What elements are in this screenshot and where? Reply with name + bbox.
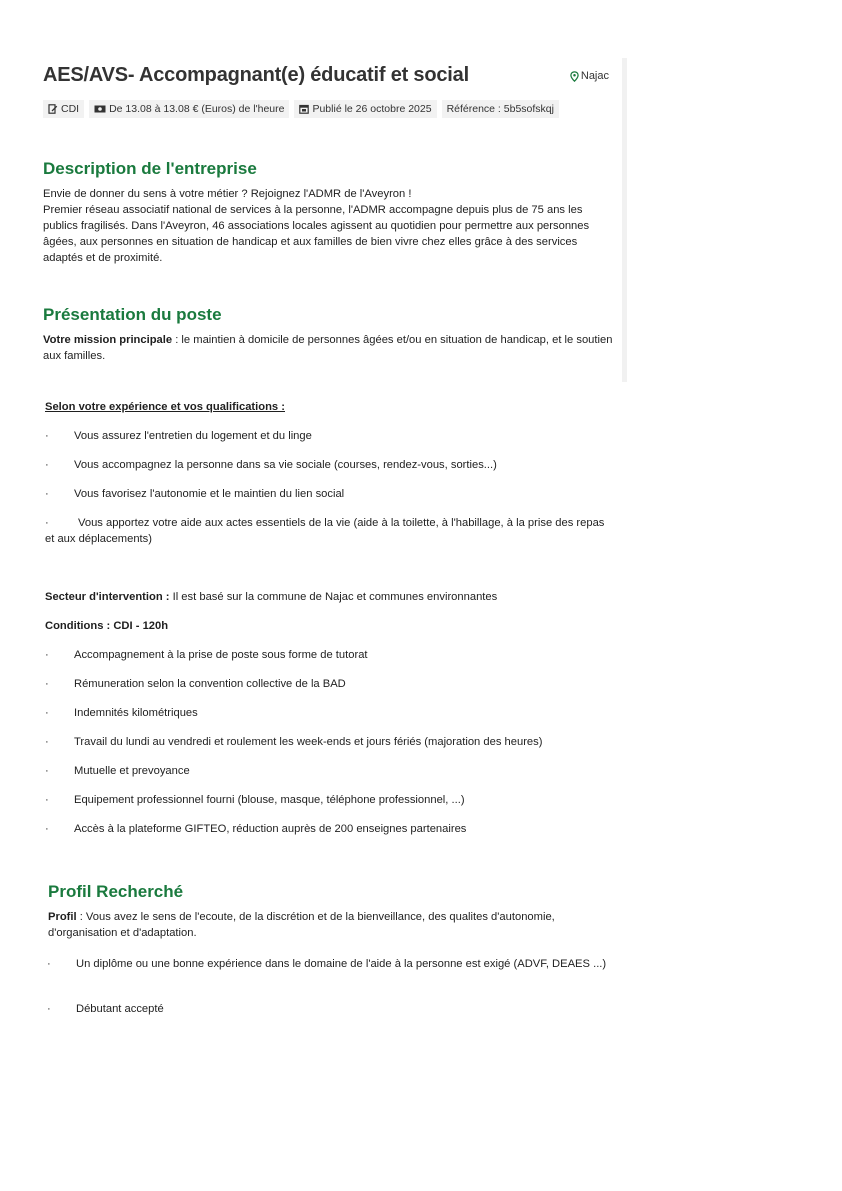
job-header [43, 62, 611, 88]
condition-text: Mutuelle et prevoyance [74, 765, 190, 777]
document-edit-icon [48, 104, 58, 114]
condition-text: Equipement professionnel fourni (blouse, masque, téléphone professionnel, ...) [74, 794, 465, 806]
bullet-dot: · [45, 794, 49, 806]
sector-text: Il est basé sur la commune de Najac et communes environnantes [169, 591, 498, 603]
mission-paragraph [43, 332, 613, 364]
job-title: AES/AVS- Accompagnant(e) éducatif et social [43, 64, 469, 86]
list-item [45, 457, 615, 473]
list-item [45, 515, 615, 547]
task-text: Vous favorisez l'autonomie et le maintien du lien social [74, 488, 345, 500]
bullet-dot: · [45, 678, 49, 690]
bullet-dot: · [45, 649, 49, 661]
bullet-dot: · [45, 488, 49, 500]
list-item [45, 734, 615, 750]
salary-tag [89, 100, 289, 118]
mission-text: : le maintien à domicile de personnes âgées et/ou en situation de handicap, et le soutien aux familles. [43, 334, 613, 362]
condition-text: Indemnités kilométriques [74, 707, 198, 719]
bullet-dot: · [45, 823, 49, 835]
condition-text: Travail du lundi au vendredi et roulement les week-ends et jours fériés (majoration des heures) [74, 736, 543, 748]
side-divider [622, 58, 627, 382]
sector-label: Secteur d'intervention : [45, 591, 170, 603]
profile-label: Profil [48, 911, 77, 923]
list-item [47, 956, 613, 972]
bullet-dot: · [45, 517, 49, 529]
qualifications-label: Selon votre expérience et vos qualifications : [45, 401, 285, 413]
list-item [45, 763, 615, 779]
company-intro: Envie de donner du sens à votre métier ? Rejoignez l'ADMR de l'Aveyron ! [43, 188, 412, 200]
published-tag [294, 100, 436, 118]
profile-paragraph [48, 909, 613, 941]
list-item [47, 1001, 613, 1017]
list-item [45, 821, 615, 837]
list-item [45, 705, 615, 721]
position-heading: Présentation du poste [43, 305, 222, 324]
location-label: Najac [580, 70, 609, 82]
banknote-icon [94, 104, 106, 114]
condition-text: Accès à la plateforme GIFTEO, réduction auprès de 200 enseignes partenaires [74, 823, 467, 835]
bullet-dot: · [45, 765, 49, 777]
reference-label: Référence : 5b5sofskqj [446, 103, 554, 115]
contract-tag [43, 100, 84, 118]
profile-item-text: Débutant accepté [76, 1003, 164, 1015]
mission-label: Votre mission principale [43, 334, 173, 346]
list-item [45, 792, 615, 808]
list-item [45, 676, 615, 692]
task-text: Vous apportez votre aide aux actes essentiels de la vie (aide à la toilette, à l'habillage, à la prise des repas et aux déplacements) [45, 517, 605, 545]
profile-heading: Profil Recherché [48, 882, 184, 901]
conditions-label: Conditions : CDI - 120h [45, 620, 169, 632]
map-pin-icon [570, 71, 579, 82]
job-location[interactable] [570, 70, 609, 82]
task-text: Vous assurez l'entretien du logement et du linge [74, 430, 312, 442]
profile-item-text: Un diplôme ou une bonne expérience dans le domaine de l'aide à la personne est exigé (ADVF, DEAES ...) [76, 958, 607, 970]
bullet-dot: · [45, 430, 49, 442]
calendar-icon [299, 104, 309, 114]
list-item [45, 647, 615, 663]
bullet-dot: · [47, 958, 51, 970]
condition-text: Accompagnement à la prise de poste sous forme de tutorat [74, 649, 368, 661]
job-meta-tags [43, 100, 559, 118]
condition-text: Rémuneration selon la convention collective de la BAD [74, 678, 346, 690]
bullet-dot: · [45, 736, 49, 748]
profile-text: : Vous avez le sens de l'ecoute, de la discrétion et de la bienveillance, des qualites d'autonomie, d'organisation et d'adaptation. [48, 911, 555, 939]
sector-paragraph [45, 589, 615, 605]
company-heading: Description de l'entreprise [43, 159, 257, 178]
task-text: Vous accompagnez la personne dans sa vie sociale (courses, rendez-vous, sorties...) [74, 459, 497, 471]
published-label: Publié le 26 octobre 2025 [312, 103, 432, 115]
contract-label: CDI [61, 103, 80, 115]
list-item [45, 428, 615, 444]
list-item [45, 486, 615, 502]
reference-tag [442, 100, 559, 118]
bullet-dot: · [45, 707, 49, 719]
salary-label: De 13.08 à 13.08 € (Euros) de l'heure [109, 103, 285, 115]
bullet-dot: · [47, 1003, 51, 1015]
bullet-dot: · [45, 459, 49, 471]
company-description: Premier réseau associatif national de services à la personne, l'ADMR accompagne depuis plus de 75 ans les publics fragilisés. Dans l'Aveyron, 46 associations locales agissent au quotidien pour permettre aux personnes âgées, aux personnes en situation de handicap et aux familles de bien vivre chez elles grâce à des services adaptés et de proximité. [43, 204, 590, 264]
